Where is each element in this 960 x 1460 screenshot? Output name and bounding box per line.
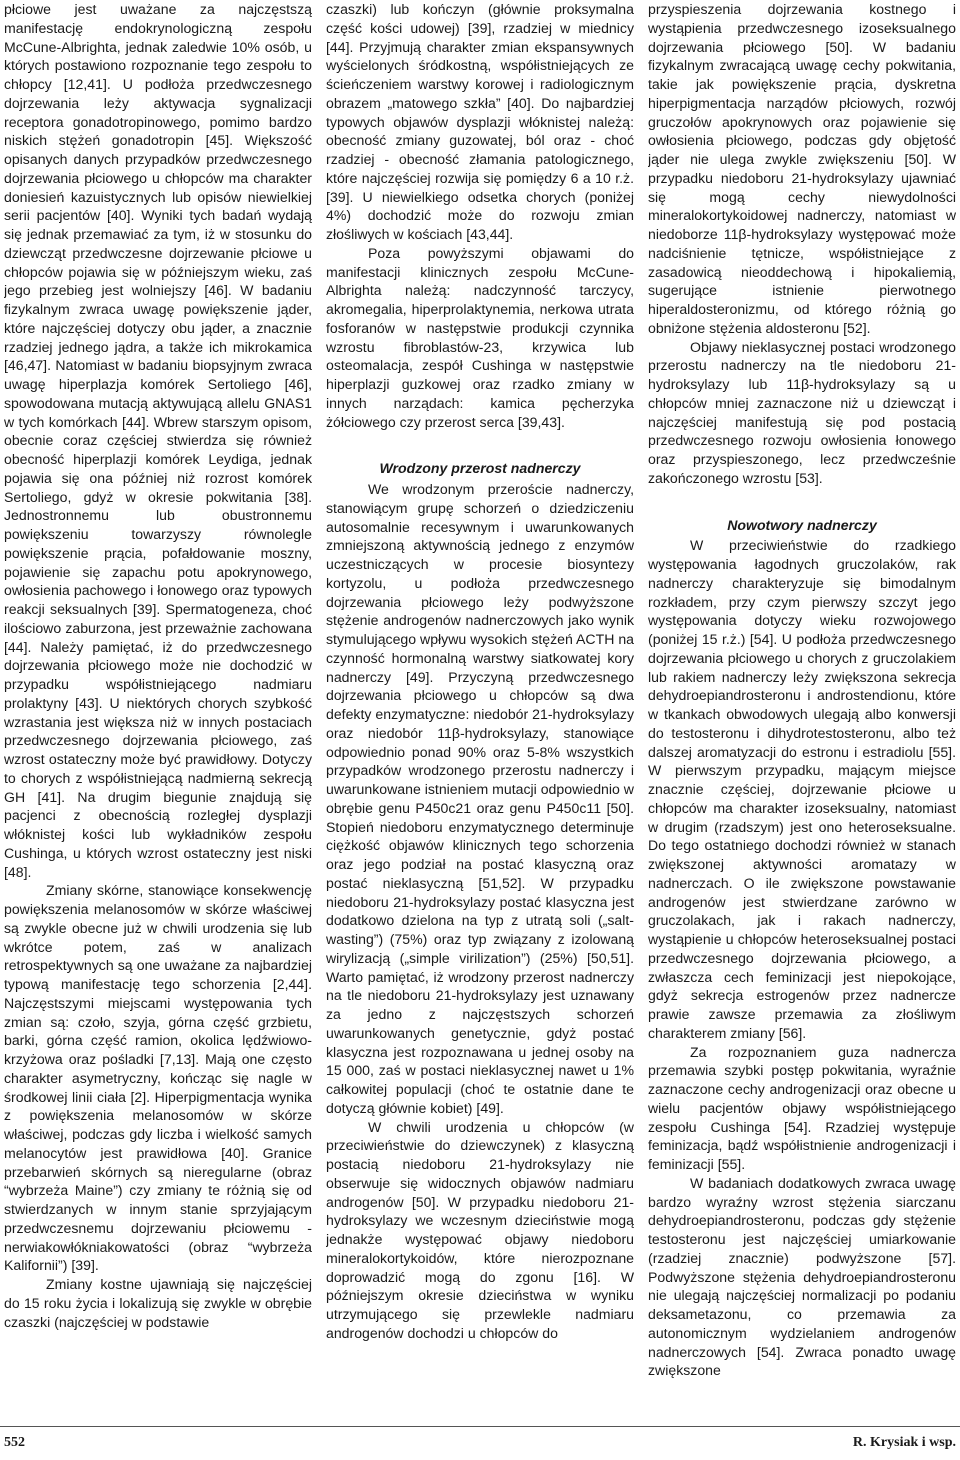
paragraph: przyspieszenia dojrzewania kostnego i wystąpienia przedwczesnego izoseksualnego dojrzewania płciowego [50]. W badaniu fizykalnym zwracającą uwagę cechy pokwitania, takie jak powiększenie prącia, dyskretna hiperpigmentacja narządów płciowych, rozwój gruczołów apokrynowych oraz pojawienie się owłosienia płciowego, podczas gdy objętość jąder nie ulega zwykle zwiększeniu [50]. W przypadku niedoboru 21-hydroksylazy ujawniać się mogą cechy niewydolności mineralokortykoidowej nadnerczy, natomiast w niedoborze 11β-hydroksylazy występować może nadciśnienie tętnicze, współistniejące z zasadowicą nieoddechową i hipokaliemią, sugerujące istnienie pierwotnego hiperaldosteronizmu, od którego różnią go obniżone stężenia aldosteronu [52].	[648, 1, 956, 336]
section-heading: Wrodzony przerost nadnerczy	[379, 460, 581, 477]
section-heading: Nowotwory nadnerczy	[727, 516, 877, 533]
paragraph: Zmiany skórne, stanowiące konsekwencję powiększenia melanosomów w skórze właściwej są zwykle obecne już w chwili urodzenia się lub wkrótce potem, zaś w analizach retrospektywnych są one uważane za najbardziej typową manifestację tego schorzenia [2,44]. Najczęstszymi miejscami występowania tych zmian są: czoło, szyja, górna część grzbietu, barki, górna część ramion, okolica lędźwiowo-krzyżowa oraz pośladki [7,13]. Mają one często charakter asymetryczny, kończąc się nagle w środkowej linii ciała [2]. Hiperpigmentacja wynika z powiększenia melanosomów w skórze właściwej, podczas gdy liczba i wielkość samych melanocytów jest prawidłowa [40]. Granice przebarwień skórnych są nieregularne (obraz “wybrzeża Maine”) czy zmiany te różnią się od stwierdzanych w innym stanie sprzyjającym przedwczesnemu dojrzewaniu płciowemu - nerwiakowłókniakowatości (obraz “wybrzeża Kalifornii”) [39].	[4, 882, 312, 1274]
column-1	[4, 0, 312, 1405]
paragraph: Objawy nieklasycznej postaci wrodzonego przerostu nadnerczy na tle niedoboru 21-hydroksylazy lub 11β-hydroksylazy są u chłopców mniej zaznaczone niż u dziewcząt i najczęściej manifestują się pod postacią przedwczesnego rozwoju owłosienia łonowego oraz przyspieszonego, lecz przedwcześnie zakończonego wzrostu [53].	[648, 338, 956, 486]
paragraph: W badaniach dodatkowych zwraca uwagę bardzo wyraźny wzrost stężenia siarczanu dehydroepiandrosteronu, podczas gdy stężenie testosteronu jest najczęściej umiarkowanie (rzadziej znacznie) podwyższone [57]. Podwyższone stężenia dehydroepiandrosteronu nie ulegają najczęściej normalizacji po podaniu deksametazonu, co przemawia za autonomicznym wydzielaniem androgenów nadnerczowych [54]. Zwraca ponadto uwagę zwiększone	[648, 1174, 956, 1379]
paragraph: czaszki) lub kończyn (głównie proksymalna część kości udowej) [39], rzadziej w miednicy [44]. Przyjmują charakter zmian ekspansywnych wyścielonych śródkostną, współistniejących ze ścieńczeniem warstwy korowej i radiologicznym obrazem „matowego szkła” [40]. Do najbardziej typowych objawów dysplazji włóknistej należą: obecność zmiany guzowatej, ból oraz - choć rzadziej - obecność złamania patologicznego, które najczęściej rozwija się pomiędzy 6 a 10 r.ż. [39]. U niewielkiego odsetka chorych (poniżej 4%) dochodzić może do rozwoju zmian złośliwych w kościach [43,44].	[326, 1, 634, 242]
paragraph: Poza powyższymi objawami do manifestacji klinicznych zespołu McCune-Albrighta należą: nadczynność tarczycy, akromegalia, hiperprolaktynemia, nerkowa utrata fosforanów w następstwie produkcji czynnika wzrostu fibroblastów-23, krzywica lub osteomalacja, zespół Cushinga w następstwie hiperplazji guzkowej oraz rzadko zmiany w innych narządach: kamica pęcherzyka żółciowego czy przerost serca [39,43].	[326, 244, 634, 430]
paragraph: W przeciwieństwie do rzadkiego występowania łagodnych gruczolaków, rak nadnerczy charakteryzuje się bimodalnym rozkładem, przy czym pierwszy szczyt jego występowania dotyczy wieku rozwojowego (poniżej 15 r.ż.) [54]. U podłoża przedwczesnego dojrzewania płciowego u chorych z gruczolakiem lub rakiem nadnerczy leży zwiększona sekrecja dehydroepiandrosteronu i androstendionu, które w tkankach obwodowych ulegają albo konwersji do testosteronu i dihydrotestosteronu, albo też dalszej aromatyzacji do estronu i estradiolu [55]. W pierwszym przypadku, mającym miejsce znacznie częściej, dojrzewanie płciowe u chłopców ma charakter izoseksualny, natomiast w drugim (rzadszym) jest ono heteroseksualne. Do tego ostatniego dochodzi również w stanach zwiększonej aktywności aromatazy w nadnerczach. O ile zwiększone powstawanie androgenów jest stwierdzane zarówno w gruczolakach, jak i rakach nadnerczy, wystąpienie u chłopców heteroseksualnej postaci przedwczesnego dojrzewania płciowego, a zwłaszcza cech feminizacji jest niepokojące, gdyż sekrecja estrogenów przez nadnercze prawie zawsze przemawia za złośliwym charakterem zmiany [56].	[648, 537, 956, 1041]
paragraph: Zmiany kostne ujawniają się najczęściej do 15 roku życia i lokalizują się zwykle w obrębie czaszki (najczęściej w podstawie	[4, 1276, 312, 1330]
page-footer	[0, 1426, 960, 1449]
column-3	[648, 0, 956, 1405]
text-columns	[4, 0, 956, 1405]
paragraph: płciowe jest uważane za najczęstszą manifestację endokrynologiczną zespołu McCune-Albrighta, jednak zaledwie 10% osób, u których postawiono rozpoznanie tego zespołu to chłopcy [12,41]. U podłoża przedwczesnego dojrzewania leży aktywacja sygnalizacji receptora gonadotropinowego, pomimo bardzo niskich stężeń gonadotropin [45]. Większość opisanych danych przypadków przedwczesnego dojrzewania płciowego u chłopców ma charakter doniesień kazuistycznych lub opisów niewielkiej serii pacjentów [40]. Wyniki tych badań wydają się jednak przemawiać za tym, iż w stosunku do dziewcząt przedwczesne dojrzewanie płciowe u chłopców pojawia się w późniejszym wieku, zaś jego przebieg jest wolniejszy [46]. W badaniu fizykalnym zwraca uwagę powiększenie jąder, które najczęściej dotyczy obu jąder, a znacznie rzadziej jednego jądra, a także ich mikrokamica [46,47]. Natomiast w badaniu biopsyjnym zwraca uwagę hiperplazja komórek Sertoliego [46], spowodowana mutacją aktywującą allelu GNAS1 w tych komórkach [44]. Wbrew starszym opisom, obecnie coraz częściej stwierdza się również obecność hiperplazji komórek Leydiga, jednak pojawia się ona później niż rozrost komórek Sertoliego, gdyż w okresie pokwitania [38]. Jednostronnemu lub obustronnemu powiększeniu towarzyszy równolegle powiększenie prącia, pofałdowanie moszny, pojawienie się zapachu potu apokrynowego, owłosienia pachowego i łonowego oraz typowych reakcji seksualnych [39]. Spermatogeneza, choć ilościowo zaburzona, jest przeważnie zachowana [44]. Należy pamiętać, iż do przedwczesnego dojrzewania płciowego może nie dochodzić w przypadku współistniejącego nadmiaru prolaktyny [43]. U niektórych chorych szybkość wzrastania jest większa niż w innych postaciach przedwczesnego dojrzewania płciowego, zaś wzrost ostateczny może być prawidłowy. Dotyczy to chorych z współistniejącą nadmierną sekrecją GH [41]. Na drugim biegunie znajdują się pacjenci z obecnością rozległej dysplazji włóknistej kości lub wykładników zespołu Cushinga, u których wzrost ostateczny jest niski [48].	[4, 1, 312, 880]
paragraph: W chwili urodzenia u chłopców (w przeciwieństwie do dziewczynek) z klasyczną postacią niedoboru 21-hydroksylazy nie obserwuje się widocznych objawów nadmiaru androgenów [50]. W przypadku niedoboru 21-hydroksylazy we wczesnym dzieciństwie mogą jednakże występować objawy niedoboru mineralokortykoidów, które nierozpoznane doprowadzić mogą do zgonu [16]. W późniejszym okresie dzieciństwa w wyniku utrzymującego się przewlekle nadmiaru androgenów dochodzi u chłopców do	[326, 1118, 634, 1341]
column-2	[326, 0, 634, 1405]
paragraph: We wrodzonym przeroście nadnerczy, stanowiącym grupę schorzeń o dziedziczeniu autosomalnie recesywnym i uwarunkowanych zmniejszoną aktywnością jednego z enzymów uczestniczących w procesie biosyntezy kortyzolu, u podłoża przedwczesnego dojrzewania płciowego leży podwyższone stężenie androgenów nadnerczowych jako wynik stymulującego wpływu wysokich stężeń ACTH na czynność hormonalną warstwy siatkowatej kory nadnerczy [49]. Przyczyną przedwczesnego dojrzewania płciowego u chłopców są dwa defekty enzymatyczne: niedobór 21-hydroksylazy oraz niedobór 11β-hydroksylazy, stanowiące odpowiednio ponad 90% oraz 5-8% wszystkich przypadków wrodzonego przerostu nadnerczy i uwarunkowane istnieniem mutacji odpowiednio w obrębie genu P450c21 oraz genu P450c11 [50]. Stopień niedoboru enzymatycznego determinuje ciężkość objawów klinicznych tego schorzenia oraz jego podział na postać klasyczną oraz postać nieklasyczną [51,52]. W przypadku niedoboru 21-hydroksylazy postać klasyczna jest dodatkowo dzielona na typ z utratą soli („salt-wasting”) (75%) oraz typ związany z izolowaną wirylizacją („simple virilization”) (25%) [50,51]. Warto pamiętać, iż wrodzony przerost nadnerczy na tle niedoboru 21-hydroksylazy jest uznawany za jedno z najczęstszych schorzeń uwarunkowanych genetycznie, gdyż postać klasyczna jest rozpoznawana u jednej osoby na 15 000, zaś w postaci nieklasycznej nawet u 1% całkowitej populacji (choć te ostatnie dane te dotyczą głównie kobiet) [49].	[326, 481, 634, 1116]
paragraph: Za rozpoznaniem guza nadnercza przemawia szybki postęp pokwitania, wyraźnie zaznaczone cechy androgenizacji oraz obecne u wielu pacjentów objawy współistniejącego zespołu Cushinga [54]. Rzadziej występuje feminizacja, bądź współistnienie androgenizacji i feminizacji [55].	[648, 1043, 956, 1172]
page-number: 552	[4, 1435, 25, 1450]
running-authors: R. Krysiak i wsp.	[852, 1435, 956, 1450]
